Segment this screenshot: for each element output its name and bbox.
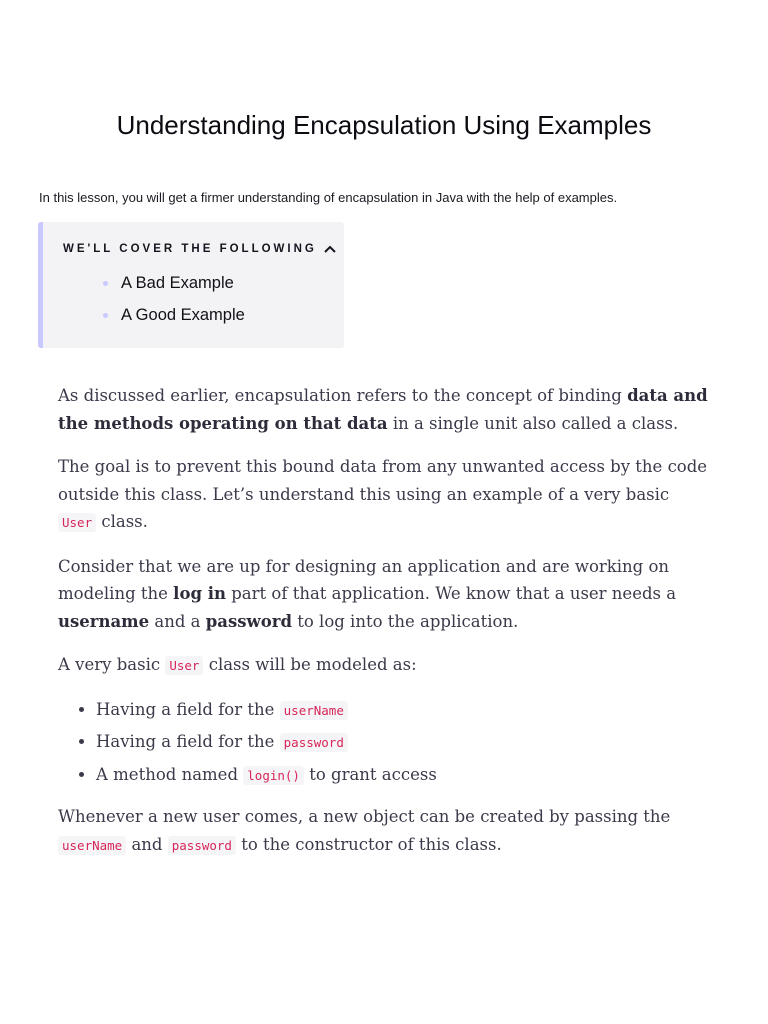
bold-text: log in	[173, 584, 226, 603]
paragraph-constructor: Whenever a new user comes, a new object can be created by passing the userName and password to the constructor of this class.	[58, 807, 671, 854]
inline-code: login()	[243, 766, 304, 785]
toc-list	[103, 272, 245, 336]
list-item: • Having a field for the userName	[96, 696, 708, 725]
bold-text: data and the methods operating on that data	[58, 386, 708, 433]
inline-code: User	[58, 513, 96, 532]
lesson-content	[58, 382, 708, 875]
user-class-members-list	[58, 696, 708, 790]
toc-item-bad-example[interactable]: A Bad Example	[103, 272, 245, 304]
paragraph-encapsulation-definition: As discussed earlier, encapsulation refers to the concept of binding data and the methods operating on that data in a single unit also called a class.	[58, 386, 708, 433]
inline-code: User	[165, 656, 203, 675]
toc-item-good-example[interactable]: A Good Example	[103, 304, 245, 336]
lesson-intro: In this lesson, you will get a firmer understanding of encapsulation in Java with the help of examples.	[39, 190, 618, 205]
chevron-up-icon[interactable]	[323, 244, 337, 254]
toc-toggle[interactable]	[63, 243, 337, 255]
paragraph-user-class: A very basic User class will be modeled as:	[58, 655, 417, 674]
bold-text: username	[58, 611, 150, 631]
list-item: • Having a field for the password	[96, 728, 708, 757]
lesson-title: Understanding Encapsulation Using Examples	[116, 110, 652, 140]
paragraph-goal: The goal is to prevent this bound data from any unwanted access by the code outside this class. Let’s understand this using an example of a very basic User class.	[58, 457, 708, 531]
inline-code: userName	[58, 836, 126, 855]
paragraph-login-scenario: Consider that we are up for designing an application and are working on modeling the log in part of that application. We know that a user needs a username and a password to log into the application.	[58, 556, 677, 631]
inline-code: userName	[280, 701, 348, 720]
toc-panel	[38, 222, 344, 348]
bold-text: password	[205, 611, 292, 631]
toc-header-label: WE'LL COVER THE FOLLOWING	[63, 243, 317, 255]
inline-code: password	[280, 733, 348, 752]
list-item: • A method named login() to grant access	[96, 761, 708, 790]
inline-code: password	[168, 836, 236, 855]
